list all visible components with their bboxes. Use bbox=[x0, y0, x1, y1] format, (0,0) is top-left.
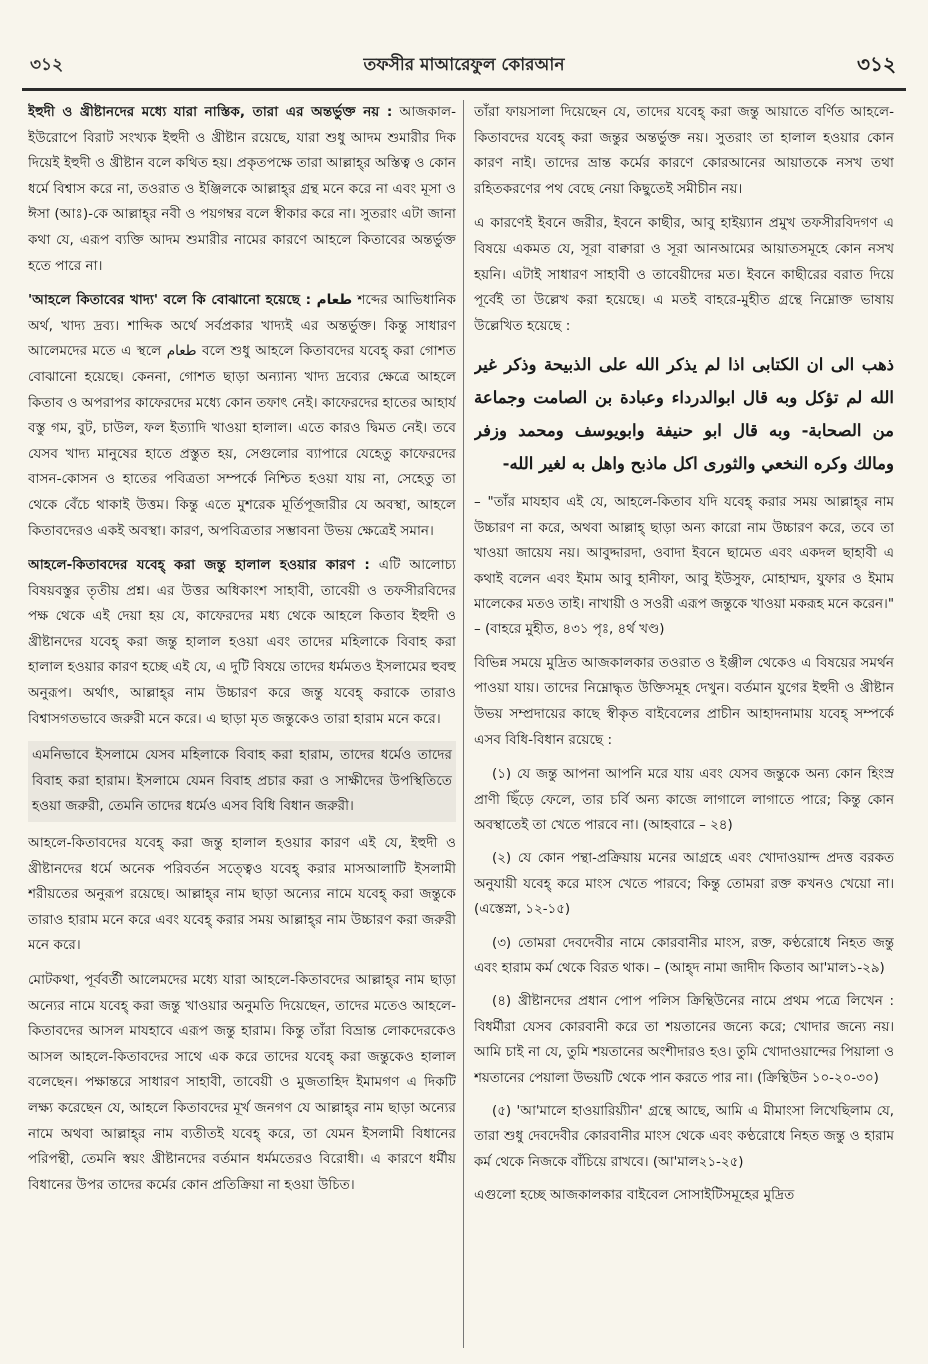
paragraph-marriage bbox=[28, 741, 456, 822]
right-column bbox=[474, 100, 894, 1348]
heading-halal-reason: আহলে-কিতাবদের যবেহ্‌ করা জন্তু হালাল হওয়ার কারণ : bbox=[28, 557, 370, 574]
text-halal-reason: এটি আলোচ্য বিষয়বস্তুর তৃতীয় প্রশ্ন। এর উত্তর অধিকাংশ সাহাবী, তাবেয়ী ও তফসীরবিদের পক্ষ থেকে এই দেয়া হয় যে, কাফেরদের মধ্য থেকে আহলে কিতাব ইহুদী ও খ্রীষ্টানদের যবেহ্‌ করা জন্তু হালাল হওয়া এবং তাদের মহিলাকে বিবাহ করা হালাল হওয়ার কারণ হচ্ছে এই যে, এ দুটি বিষয়ে তাদের ধর্মমতও ইসলামের হুবহু অনুরূপ। অর্থাৎ, আল্লাহ্‌র নাম উচ্চারণ করে জন্তু যবেহ্‌ করাকে তারাও বিশ্বাসগতভাবে জরুরী মনে করে। এ ছাড়া মৃত জন্তুকেও তারা হারাম মনে করে। bbox=[28, 557, 456, 727]
paragraph-closing: এগুলো হচ্ছে আজকালকার বাইবেল সোসাইটিসমূহের মুদ্রিত bbox=[474, 1187, 795, 1204]
paragraph-verdict: তাঁরা ফায়সালা দিয়েছেন যে, তাদের যবেহ্‌ করা জন্তু আয়াতে বর্ণিত আহলে-কিতাবদের যবেহ্‌ করা জন্তুর অন্তর্ভুক্ত নয়। সুতরাং তা হালাল হওয়ার কোন কারণ নাই। তাদের ভ্রান্ত কর্মের কারণে কোরআনের আয়াতকে নসখ তথা রহিতকরণের পথ বেছে নেয়া কিছুতেই সমীচীন নয়। bbox=[474, 104, 894, 197]
header-rule bbox=[22, 88, 906, 91]
column-divider bbox=[463, 100, 464, 1348]
text-atheists: আজকাল-ইউরোপে বিরাট সংখ্যক ইহুদী ও খ্রীষ্টান রয়েছে, যারা শুধু আদম শুমারীর দিক দিয়েই ইহুদী ও খ্রীষ্টান বলে কথিত হয়। প্রকৃতপক্ষে তারা আল্লাহ্‌র অস্তিত্ব ও কোন ধর্মে বিশ্বাস করে না, তওরাত ও ইঞ্জিলকে আল্লাহ্‌র গ্রন্থ মনে করে না এবং মূসা ও ঈসা (আঃ)-কে আল্লাহ্‌র নবী ও পয়গম্বর বলে স্বীকার করে না। সুতরাং এটা জানা কথা যে, এরূপ ব্যক্তি আদম শুমারীর নামের কারণে আহলে কিতাবের অন্তর্ভুক্ত হতে পারে না। bbox=[28, 104, 456, 274]
bible-item-5: (৫) 'আ'মালে হাওয়ারিয়্যীন' গ্রন্থে আছে, আমি এ মীমাংসা লিখেছিলাম যে, তারা শুধু দেবদেবীর কোরবানীর মাংস থেকে এবং কণ্ঠরোধে নিহত জন্তু ও হারাম কর্ম থেকে নিজকে বাঁচিয়ে রাখবে। (আ'মাল২১-২৫) bbox=[474, 1104, 894, 1170]
arabic-quotation: ذهب الى ان الكتابى اذا لم يذكر الله على الذبيحة وذكر غير الله لم تؤكل وبه قال ابوالدرداء وعبادة بن الصامت وجماعة من الصحابة- وبه قال ابو حنيفة وابويوسف ومحمد وزفر ومالك وكره النخعي والثورى اكل ماذبح واهل به لغير الله- bbox=[474, 355, 894, 474]
bible-item-3: (৩) তোমরা দেবদেবীর নামে কোরবানীর মাংস, রক্ত, কণ্ঠরোধে নিহত জন্তু এবং হারাম কর্ম থেকে বিরত থাক। – (আহ্‌দ নামা জাদীদ কিতাব আ'মাল১-২৯) bbox=[474, 935, 894, 976]
translation-quote: – "তাঁর মাযহাব এই যে, আহলে-কিতাব যদি যবেহ্‌ করার সময় আল্লাহ্‌র নাম উচ্চারণ না করে, অথবা আল্লাহ্‌ ছাড়া অন্য কারো নাম উচ্চারণ করে, তবে তা খাওয়া জায়েয নয়। আবুদ্দারদা, ওবাদা ইবনে ছামেত এবং একদল ছাহাবী এ কথাই বলেন এবং ইমাম আবু হানীফা, আবু ইউসুফ, মোহাম্মদ, যুফার ও ইমাম মালেকের মতও তাই। নাখায়ী ও সওরী এরূপ জন্তুকে খাওয়া মকরূহ মনে করেন।" – (বাহরে মুহীত, ৪৩১ পৃঃ, ৪র্থ খণ্ড) bbox=[474, 495, 894, 638]
heading-atheists: ইহুদী ও খ্রীষ্টানদের মধ্যে যারা নাস্তিক, তারা এর অন্তর্ভুক্ত নয় : bbox=[28, 104, 393, 120]
paragraph-atheists bbox=[28, 100, 456, 279]
left-column bbox=[28, 100, 456, 1348]
text-marriage: এমনিভাবে ইসলামে যেসব মহিলাকে বিবাহ করা হারাম, তাদের ধর্মেও তাদের বিবাহ করা হারাম। ইসলামে যেমন বিবাহ প্রচার করা ও সাক্ষীদের উপস্থিতিতে হওয়া জরুরী, তেমনি তাদের ধর্মেও এসব বিধি বিধান জরুরী। bbox=[32, 747, 452, 815]
paragraph-slaughter-rule bbox=[28, 831, 456, 959]
page-header bbox=[22, 42, 906, 86]
running-title: তফসীর মাআরেফুল কোরআন bbox=[363, 55, 565, 75]
page-number-right: ৩১২ bbox=[857, 52, 896, 76]
paragraph-scholars-consensus: এ কারণেই ইবনে জরীর, ইবনে কাছীর, আবু হাইয়্যান প্রমুখ তফসীরবিদগণ এ বিষয়ে একমত যে, সূরা বাক্বারা ও সূরা আনআমের আয়াতসমূহে কোন নসখ হয়নি। এটাই সাধারণ সাহাবী ও তাবেয়ীদের মত। ইবনে কাছীরের বরাত দিয়ে পূর্বেই তা উল্লেখ করা হয়েছে। এ মতই বাহরে-মুহীত গ্রন্থে নিম্নোক্ত ভাষায় উল্লেখিত হয়েছে : bbox=[474, 215, 894, 334]
paragraph-summary bbox=[28, 968, 456, 1198]
bible-item-2: (২) যে কোন পন্থা-প্রক্রিয়ায় মনের আগ্রহে এবং খোদাওয়ান্দ প্রদত্ত বরকত অনুযায়ী যবেহ্‌ করে মাংস খেতে পারবে; কিন্তু তোমরা রক্ত কখনও খেয়ো না। (এস্তেস্না, ১২-১৫) bbox=[474, 851, 894, 918]
text-slaughter-rule: আহলে-কিতাবদের যবেহ্‌ করা জন্তু হালাল হওয়ার কারণ এই যে, ইহুদী ও খ্রীষ্টানদের ধর্মে অনেক পরিবর্তন সত্ত্বেও যবেহ্‌ করার মাসআলাটি ইসলামী শরীয়তের অনুরূপ রয়েছে। আল্লাহ্‌র নাম ছাড়া অন্যের নামে যবেহ্‌ করা জন্তুকে তারাও হারাম মনে করে এবং যবেহ্‌ করার সময় আল্লাহ্‌র নাম উচ্চারণ করা জরুরী মনে করে। bbox=[28, 835, 456, 954]
paragraph-halal-reason bbox=[28, 553, 456, 732]
page-number-left: ৩১২ bbox=[30, 55, 64, 75]
bible-item-4: (৪) খ্রীষ্টানদের প্রধান পোপ পলিস ক্রিন্থিউনের নামে প্রথম পত্রে লিখেন : বিধর্মীরা যেসব কোরবানী করে তা শয়তানের জন্যে করে; খোদার জন্যে নয়। আমি চাই না যে, তুমি শয়তানের অংশীদারও হও। তুমি খোদাওয়ান্দের পিয়ালা ও শয়তানের পেয়ালা উভয়টি থেকে পান করতে পার না। (ক্রিন্থিউন ১০-২০-৩০) bbox=[474, 994, 894, 1086]
text-food-meaning: শব্দের আভিধানিক অর্থ, খাদ্য দ্রব্য। শাব্দিক অর্থে সর্বপ্রকার খাদ্যই এর অন্তর্ভুক্ত। কিন্তু সাধারণ আলেমদের মতে এ স্থলে طعام বলে শুধু আহলে কিতাবদের যবেহ্‌ করা গোশত বোঝানো হয়েছে। কেননা, গোশত ছাড়া অন্যান্য খাদ্য দ্রব্যের ক্ষেত্রে আহলে কিতাব ও অপরাপর কাফেরদের মধ্যে কোন তফাৎ নেই। কাফেরদের হাতের আহার্য বস্তু গম, বুট, চাউল, ফল ইত্যাদি খাওয়া হালাল। এতে কারও দ্বিমত নেই। তবে যেসব খাদ্য মানুষের হাতে প্রস্তুত হয়, সেগুলোর ব্যাপারে যেহেতু কাফেরদের বাসন-কোসন ও হাতের পবিত্রতা সম্পর্কে নিশ্চিত হওয়া যায় না, সেহেতু তা থেকে বেঁচে থাকাই উত্তম। কিন্তু এতে মুশরেক মূর্তিপূজারীর যে অবস্থা, আহলে কিতাবদেরও একই অবস্থা। কারণ, অপবিত্রতার সম্ভাবনা উভয় ক্ষেত্রেই সমান। bbox=[28, 292, 456, 539]
bible-item-1: (১) যে জন্তু আপনা আপনি মরে যায় এবং যেসব জন্তুকে অন্য কোন হিংস্র প্রাণী ছিঁড়ে ফেলে, তার চর্বি অন্য কাজে লাগালে লাগাতে পারে; কিন্তু কোন অবস্থাতেই তা খেতে পারবে না। (আহবারে – ২৪) bbox=[474, 767, 894, 833]
paragraph-food-meaning bbox=[28, 288, 456, 544]
paragraph-bible-intro: বিভিন্ন সময়ে মুদ্রিত আজকালকার তওরাত ও ইঞ্জীল থেকেও এ বিষয়ের সমর্থন পাওয়া যায়। তাদের নিম্নোদ্ধৃত উক্তিসমূহ দেখুন। বর্তমান যুগের ইহুদী ও খ্রীষ্টান উভয় সম্প্রদায়ের কাছে স্বীকৃত বাইবেলের প্রাচীন আহাদনামায় যবেহ্‌ সম্পর্কে এসব বিধি-বিধান রয়েছে : bbox=[474, 654, 894, 748]
text-summary: মোটকথা, পূর্ববর্তী আলেমদের মধ্যে যারা আহলে-কিতাবদের আল্লাহ্‌র নাম ছাড়া অন্যের নামে যবেহ্‌ করা জন্তু খাওয়ার অনুমতি দিয়েছেন, তাদের মতেও আহলে-কিতাবদের আসল মাযহাবে এরূপ জন্তু হারাম। কিন্তু তাঁরা বিভ্রান্ত লোকদেরকেও আসল আহলে-কিতাবদের সাথে এক করে তাদের যবেহ্‌ করা জন্তুকেও হালাল বলেছেন। পক্ষান্তরে সাধারণ সাহাবী, তাবেয়ী ও মুজতাহিদ ইমামগণ এ দিকটি লক্ষ্য করেছেন যে, আহলে কিতাবদের মূর্খ জনগণ যে আল্লাহ্‌র নাম ছাড়া অন্যের নামে অথবা আল্লাহ্‌র নাম ব্যতীতই যবেহ্‌ করে, তা যেমন ইসলামী বিধানের পরিপন্থী, তেমনি স্বয়ং খ্রীষ্টানদের বর্তমান ধর্মমতেরও বিরোধী। এ কারণে ধর্মীয় বিধানের উপর তাদের কর্মের কোন প্রতিক্রিয়া না হওয়া উচিত। bbox=[28, 972, 456, 1193]
heading-food-meaning: 'আহলে কিতাবের খাদ্য' বলে কি বোঝানো হয়েছে : طعام bbox=[28, 292, 353, 309]
